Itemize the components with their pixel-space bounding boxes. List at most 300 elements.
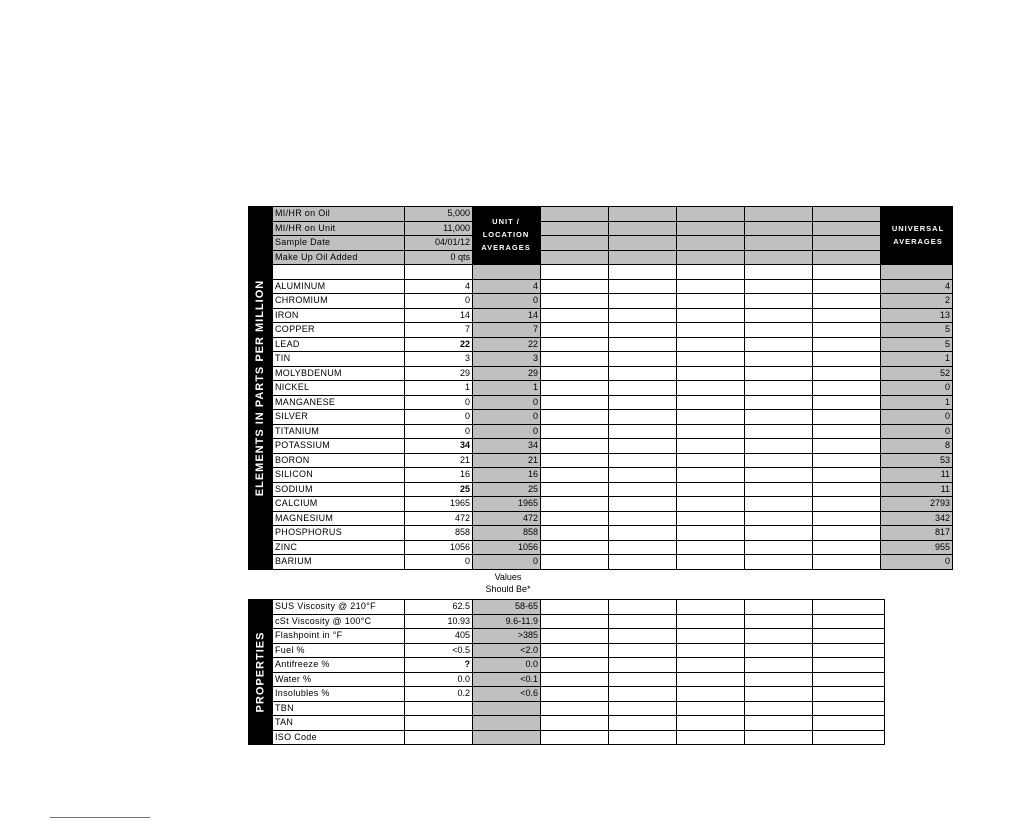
history-cell <box>541 453 609 468</box>
element-universal-average: 2 <box>881 294 953 309</box>
element-name: TITANIUM <box>273 424 405 439</box>
history-cell <box>609 323 677 338</box>
element-row <box>273 526 953 541</box>
history-cell <box>813 687 885 702</box>
property-name: Antifreeze % <box>273 658 405 673</box>
element-name: PHOSPHORUS <box>273 526 405 541</box>
element-row <box>273 540 953 555</box>
element-row <box>273 323 953 338</box>
history-cell <box>745 629 813 644</box>
history-cell <box>813 352 881 367</box>
history-cell <box>609 279 677 294</box>
element-row <box>273 439 953 454</box>
history-cell <box>745 279 813 294</box>
element-universal-average: 8 <box>881 439 953 454</box>
history-cell <box>609 395 677 410</box>
property-should-be <box>473 701 541 716</box>
property-value: ? <box>405 658 473 673</box>
element-value: 472 <box>405 511 473 526</box>
element-value: 21 <box>405 453 473 468</box>
history-cell <box>609 410 677 425</box>
history-cell <box>541 730 609 745</box>
history-cell <box>677 540 745 555</box>
history-cell <box>745 207 813 222</box>
property-value: 62.5 <box>405 600 473 615</box>
history-cell <box>745 439 813 454</box>
element-universal-average: 342 <box>881 511 953 526</box>
history-cell <box>745 236 813 251</box>
history-cell <box>609 614 677 629</box>
history-cell <box>813 468 881 483</box>
element-unit-average: 0 <box>473 555 541 570</box>
history-cell <box>677 294 745 309</box>
element-universal-average: 0 <box>881 381 953 396</box>
history-cell <box>541 366 609 381</box>
property-should-be: <0.6 <box>473 687 541 702</box>
history-cell <box>541 395 609 410</box>
element-row <box>273 468 953 483</box>
element-universal-average: 11 <box>881 468 953 483</box>
element-name: COPPER <box>273 323 405 338</box>
element-value: 25 <box>405 482 473 497</box>
history-cell <box>541 250 609 265</box>
history-cell <box>541 614 609 629</box>
element-universal-average: 11 <box>881 482 953 497</box>
history-cell <box>677 658 745 673</box>
history-cell <box>677 424 745 439</box>
property-value <box>405 701 473 716</box>
history-cell <box>677 482 745 497</box>
history-cell <box>677 381 745 396</box>
history-cell <box>541 308 609 323</box>
history-cell <box>813 540 881 555</box>
history-cell <box>677 614 745 629</box>
element-universal-average: 2793 <box>881 497 953 512</box>
history-cell <box>541 439 609 454</box>
history-cell <box>745 482 813 497</box>
history-cell <box>813 337 881 352</box>
header-row <box>273 236 953 251</box>
element-row <box>273 453 953 468</box>
history-cell <box>541 207 609 222</box>
element-value: 0 <box>405 555 473 570</box>
property-value: <0.5 <box>405 643 473 658</box>
property-should-be: 0.0 <box>473 658 541 673</box>
values-should-be-note: Values Should Be* <box>485 572 531 594</box>
property-name: Insolubles % <box>273 687 405 702</box>
history-cell <box>745 381 813 396</box>
element-unit-average: 1965 <box>473 497 541 512</box>
history-cell <box>745 687 813 702</box>
property-row <box>273 672 885 687</box>
history-cell <box>745 511 813 526</box>
element-unit-average: 21 <box>473 453 541 468</box>
history-cell <box>609 439 677 454</box>
unit-location-averages-header: UNIT / LOCATION AVERAGES <box>472 206 540 263</box>
element-row <box>273 294 953 309</box>
history-cell <box>745 614 813 629</box>
history-cell <box>541 352 609 367</box>
history-cell <box>541 672 609 687</box>
history-cell <box>609 381 677 396</box>
history-cell <box>609 511 677 526</box>
element-row <box>273 395 953 410</box>
element-name: CHROMIUM <box>273 294 405 309</box>
history-cell <box>745 308 813 323</box>
history-cell <box>677 308 745 323</box>
history-cell <box>813 250 881 265</box>
spacer-cell <box>745 265 813 280</box>
history-cell <box>745 366 813 381</box>
spacer-row <box>273 265 953 280</box>
properties-side-label: PROPERTIES <box>248 599 272 745</box>
history-cell <box>677 468 745 483</box>
history-cell <box>745 658 813 673</box>
history-cell <box>677 221 745 236</box>
element-row <box>273 308 953 323</box>
history-cell <box>677 279 745 294</box>
history-cell <box>813 279 881 294</box>
element-value: 1 <box>405 381 473 396</box>
header-label: Sample Date <box>273 236 405 251</box>
history-cell <box>745 453 813 468</box>
element-unit-average: 0 <box>473 424 541 439</box>
element-universal-average: 13 <box>881 308 953 323</box>
history-cell <box>813 730 885 745</box>
element-unit-average: 1 <box>473 381 541 396</box>
element-unit-average: 25 <box>473 482 541 497</box>
history-cell <box>813 629 885 644</box>
spacer-cell <box>677 265 745 280</box>
history-cell <box>813 672 885 687</box>
elements-table <box>272 206 953 570</box>
property-row <box>273 730 885 745</box>
property-value <box>405 730 473 745</box>
history-cell <box>541 511 609 526</box>
history-cell <box>677 511 745 526</box>
element-name: CALCIUM <box>273 497 405 512</box>
history-cell <box>813 716 885 731</box>
history-cell <box>745 526 813 541</box>
header-label: Make Up Oil Added <box>273 250 405 265</box>
property-value: 0.2 <box>405 687 473 702</box>
element-name: MANGANESE <box>273 395 405 410</box>
element-value: 14 <box>405 308 473 323</box>
element-universal-average: 1 <box>881 395 953 410</box>
history-cell <box>813 701 885 716</box>
history-cell <box>677 453 745 468</box>
property-row <box>273 687 885 702</box>
history-cell <box>745 250 813 265</box>
history-cell <box>813 308 881 323</box>
history-cell <box>677 600 745 615</box>
element-universal-average: 53 <box>881 453 953 468</box>
header-row <box>273 207 953 222</box>
history-cell <box>609 221 677 236</box>
element-row <box>273 366 953 381</box>
property-name: ISO Code <box>273 730 405 745</box>
history-cell <box>609 555 677 570</box>
element-universal-average: 5 <box>881 323 953 338</box>
element-value: 34 <box>405 439 473 454</box>
element-name: NICKEL <box>273 381 405 396</box>
history-cell <box>813 555 881 570</box>
element-universal-average: 0 <box>881 410 953 425</box>
history-cell <box>677 687 745 702</box>
history-cell <box>609 424 677 439</box>
property-should-be: 58-65 <box>473 600 541 615</box>
history-cell <box>609 600 677 615</box>
header-value: 5,000 <box>405 207 473 222</box>
history-cell <box>677 323 745 338</box>
spacer-cell <box>813 265 881 280</box>
history-cell <box>745 352 813 367</box>
history-cell <box>541 410 609 425</box>
history-cell <box>609 658 677 673</box>
element-value: 0 <box>405 294 473 309</box>
element-value: 0 <box>405 395 473 410</box>
history-cell <box>745 323 813 338</box>
history-cell <box>541 555 609 570</box>
history-cell <box>745 294 813 309</box>
history-cell <box>745 555 813 570</box>
history-cell <box>745 600 813 615</box>
element-value: 29 <box>405 366 473 381</box>
history-cell <box>609 672 677 687</box>
history-cell <box>541 221 609 236</box>
header-label: MI/HR on Oil <box>273 207 405 222</box>
header-label: MI/HR on Unit <box>273 221 405 236</box>
history-cell <box>677 439 745 454</box>
element-value: 3 <box>405 352 473 367</box>
element-unit-average: 7 <box>473 323 541 338</box>
history-cell <box>609 730 677 745</box>
spacer-cell <box>541 265 609 280</box>
history-cell <box>745 701 813 716</box>
element-universal-average: 4 <box>881 279 953 294</box>
element-name: TIN <box>273 352 405 367</box>
element-name: MAGNESIUM <box>273 511 405 526</box>
element-unit-average: 22 <box>473 337 541 352</box>
history-cell <box>813 207 881 222</box>
element-name: SODIUM <box>273 482 405 497</box>
property-should-be <box>473 716 541 731</box>
property-value <box>405 716 473 731</box>
history-cell <box>541 716 609 731</box>
element-universal-average: 52 <box>881 366 953 381</box>
property-row <box>273 629 885 644</box>
history-cell <box>677 352 745 367</box>
element-name: LEAD <box>273 337 405 352</box>
property-name: Water % <box>273 672 405 687</box>
property-name: Fuel % <box>273 643 405 658</box>
history-cell <box>813 424 881 439</box>
property-name: SUS Viscosity @ 210°F <box>273 600 405 615</box>
element-name: IRON <box>273 308 405 323</box>
history-cell <box>677 250 745 265</box>
history-cell <box>541 629 609 644</box>
element-name: MOLYBDENUM <box>273 366 405 381</box>
element-row <box>273 352 953 367</box>
element-unit-average: 16 <box>473 468 541 483</box>
elements-side-label: ELEMENTS IN PARTS PER MILLION <box>248 206 272 570</box>
element-value: 16 <box>405 468 473 483</box>
element-universal-average: 0 <box>881 424 953 439</box>
history-cell <box>609 352 677 367</box>
header-value: 0 qts <box>405 250 473 265</box>
history-cell <box>609 207 677 222</box>
property-should-be <box>473 730 541 745</box>
history-cell <box>609 540 677 555</box>
history-cell <box>541 468 609 483</box>
history-cell <box>609 468 677 483</box>
history-cell <box>541 294 609 309</box>
element-universal-average: 817 <box>881 526 953 541</box>
footnote-divider <box>50 817 150 818</box>
history-cell <box>745 468 813 483</box>
history-cell <box>813 294 881 309</box>
element-row <box>273 410 953 425</box>
history-cell <box>541 497 609 512</box>
history-cell <box>609 643 677 658</box>
history-cell <box>813 482 881 497</box>
spacer-cell <box>609 265 677 280</box>
property-row <box>273 701 885 716</box>
history-cell <box>541 482 609 497</box>
history-cell <box>541 381 609 396</box>
element-unit-average: 4 <box>473 279 541 294</box>
spacer-cell <box>473 265 541 280</box>
element-row <box>273 482 953 497</box>
history-cell <box>541 424 609 439</box>
history-cell <box>677 236 745 251</box>
history-cell <box>677 366 745 381</box>
history-cell <box>609 716 677 731</box>
element-unit-average: 0 <box>473 410 541 425</box>
header-value: 04/01/12 <box>405 236 473 251</box>
element-universal-average: 1 <box>881 352 953 367</box>
history-cell <box>677 410 745 425</box>
history-cell <box>677 337 745 352</box>
history-cell <box>745 337 813 352</box>
element-name: ALUMINUM <box>273 279 405 294</box>
property-row <box>273 614 885 629</box>
element-row <box>273 424 953 439</box>
properties-table <box>272 599 885 745</box>
element-row <box>273 279 953 294</box>
spacer-cell <box>405 265 473 280</box>
element-name: ZINC <box>273 540 405 555</box>
history-cell <box>813 221 881 236</box>
property-should-be: >385 <box>473 629 541 644</box>
property-row <box>273 643 885 658</box>
element-value: 7 <box>405 323 473 338</box>
history-cell <box>813 236 881 251</box>
header-row <box>273 221 953 236</box>
history-cell <box>813 381 881 396</box>
property-value: 0.0 <box>405 672 473 687</box>
element-unit-average: 3 <box>473 352 541 367</box>
element-row <box>273 497 953 512</box>
history-cell <box>541 540 609 555</box>
history-cell <box>813 526 881 541</box>
element-name: SILVER <box>273 410 405 425</box>
history-cell <box>609 294 677 309</box>
history-cell <box>609 337 677 352</box>
property-name: Flashpoint in °F <box>273 629 405 644</box>
history-cell <box>677 701 745 716</box>
element-value: 0 <box>405 424 473 439</box>
history-cell <box>541 337 609 352</box>
element-value: 4 <box>405 279 473 294</box>
history-cell <box>609 526 677 541</box>
element-unit-average: 858 <box>473 526 541 541</box>
history-cell <box>745 424 813 439</box>
history-cell <box>541 643 609 658</box>
history-cell <box>813 658 885 673</box>
element-row <box>273 555 953 570</box>
history-cell <box>813 453 881 468</box>
history-cell <box>813 366 881 381</box>
history-cell <box>609 250 677 265</box>
property-row <box>273 716 885 731</box>
history-cell <box>609 453 677 468</box>
property-value: 10.93 <box>405 614 473 629</box>
history-cell <box>813 643 885 658</box>
header-value: 11,000 <box>405 221 473 236</box>
element-row <box>273 511 953 526</box>
history-cell <box>745 716 813 731</box>
element-unit-average: 472 <box>473 511 541 526</box>
history-cell <box>609 497 677 512</box>
property-name: TAN <box>273 716 405 731</box>
element-name: POTASSIUM <box>273 439 405 454</box>
element-unit-average: 14 <box>473 308 541 323</box>
element-universal-average: 955 <box>881 540 953 555</box>
history-cell <box>677 207 745 222</box>
history-cell <box>677 730 745 745</box>
element-unit-average: 1056 <box>473 540 541 555</box>
header-row <box>273 250 953 265</box>
element-unit-average: 0 <box>473 395 541 410</box>
history-cell <box>813 439 881 454</box>
property-should-be: <0.1 <box>473 672 541 687</box>
history-cell <box>813 395 881 410</box>
history-cell <box>745 497 813 512</box>
history-cell <box>677 716 745 731</box>
element-value: 1965 <box>405 497 473 512</box>
element-universal-average: 5 <box>881 337 953 352</box>
history-cell <box>677 497 745 512</box>
element-name: BARIUM <box>273 555 405 570</box>
history-cell <box>677 672 745 687</box>
history-cell <box>609 482 677 497</box>
history-cell <box>677 526 745 541</box>
element-name: BORON <box>273 453 405 468</box>
history-cell <box>745 221 813 236</box>
history-cell <box>541 658 609 673</box>
history-cell <box>813 410 881 425</box>
history-cell <box>745 395 813 410</box>
history-cell <box>541 701 609 716</box>
history-cell <box>677 555 745 570</box>
element-row <box>273 337 953 352</box>
history-cell <box>813 323 881 338</box>
spacer-cell <box>273 265 405 280</box>
property-row <box>273 658 885 673</box>
spacer-cell <box>881 265 953 280</box>
property-should-be: <2.0 <box>473 643 541 658</box>
